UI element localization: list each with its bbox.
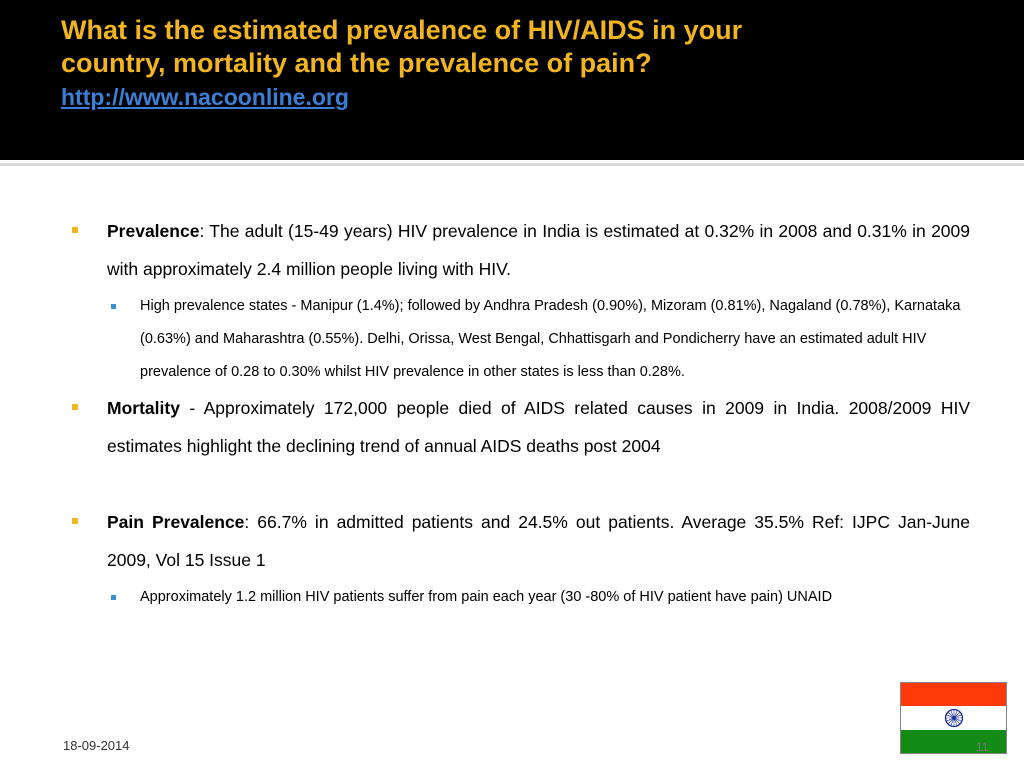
source-link[interactable]: http://www.nacoonline.org bbox=[61, 84, 349, 110]
bullet-mortality bbox=[70, 389, 970, 465]
bullet-marker bbox=[72, 227, 78, 233]
bullet-marker bbox=[72, 404, 78, 410]
bullet-label: Mortality bbox=[107, 398, 180, 418]
bullet-text: - Approximately 172,000 people died of AIDS related causes in 2009 in India. 2008/2009 HIV estimates highlight the declining trend of annual AIDS deaths post 2004 bbox=[107, 398, 970, 456]
page-number: 11 bbox=[976, 740, 989, 754]
slide-body bbox=[70, 212, 970, 614]
ashoka-chakra-icon bbox=[944, 708, 964, 728]
bullet-label: Prevalence bbox=[107, 221, 200, 241]
title-line-2: country, mortality and the prevalence of pain? bbox=[61, 48, 652, 78]
sub-bullet-text: Approximately 1.2 million HIV patients suffer from pain each year (30 -80% of HIV patient have pain) UNAID bbox=[140, 589, 833, 605]
india-flag-icon bbox=[900, 682, 1007, 754]
footer-date: 18-09-2014 bbox=[63, 738, 130, 753]
bullet-text: : 66.7% in admitted patients and 24.5% out patients. Average 35.5% Ref: IJPC Jan-June 2009, Vol 15 Issue 1 bbox=[107, 512, 970, 570]
sub-bullet-text: High prevalence states - Manipur (1.4%); followed by Andhra Pradesh (0.90%), Mizoram (0.81%), Nagaland (0.78%), Karnataka (0.63%) and Maharashtra (0.55%). Delhi, Orissa, West Bengal, Chhattisgarh and Pondicherry have an estimated adult HIV prevalence of 0.28 to 0.30% whilst HIV prevalence in other states is less than 0.28%. bbox=[140, 298, 961, 380]
sub-bullet-hiv-pain bbox=[70, 581, 970, 614]
slide-title bbox=[61, 14, 961, 114]
sub-bullet-marker bbox=[111, 304, 116, 309]
bullet-prevalence bbox=[70, 212, 970, 288]
sub-bullet-high-prevalence-states bbox=[70, 290, 970, 389]
sub-bullet-marker bbox=[111, 595, 116, 600]
flag-green-band bbox=[901, 730, 1006, 753]
bullet-marker bbox=[72, 518, 78, 524]
bullet-text: : The adult (15-49 years) HIV prevalence in India is estimated at 0.32% in 2008 and 0.31% in 2009 with approximately 2.4 million people living with HIV. bbox=[107, 221, 970, 279]
header-divider bbox=[0, 163, 1024, 166]
title-bar bbox=[0, 0, 1024, 160]
flag-white-band bbox=[901, 706, 1006, 729]
bullet-label: Pain Prevalence bbox=[107, 512, 245, 532]
flag-saffron-band bbox=[901, 683, 1006, 706]
bullet-pain-prevalence bbox=[70, 503, 970, 579]
title-line-1: What is the estimated prevalence of HIV/AIDS in your bbox=[61, 15, 743, 45]
spacer bbox=[70, 465, 970, 503]
